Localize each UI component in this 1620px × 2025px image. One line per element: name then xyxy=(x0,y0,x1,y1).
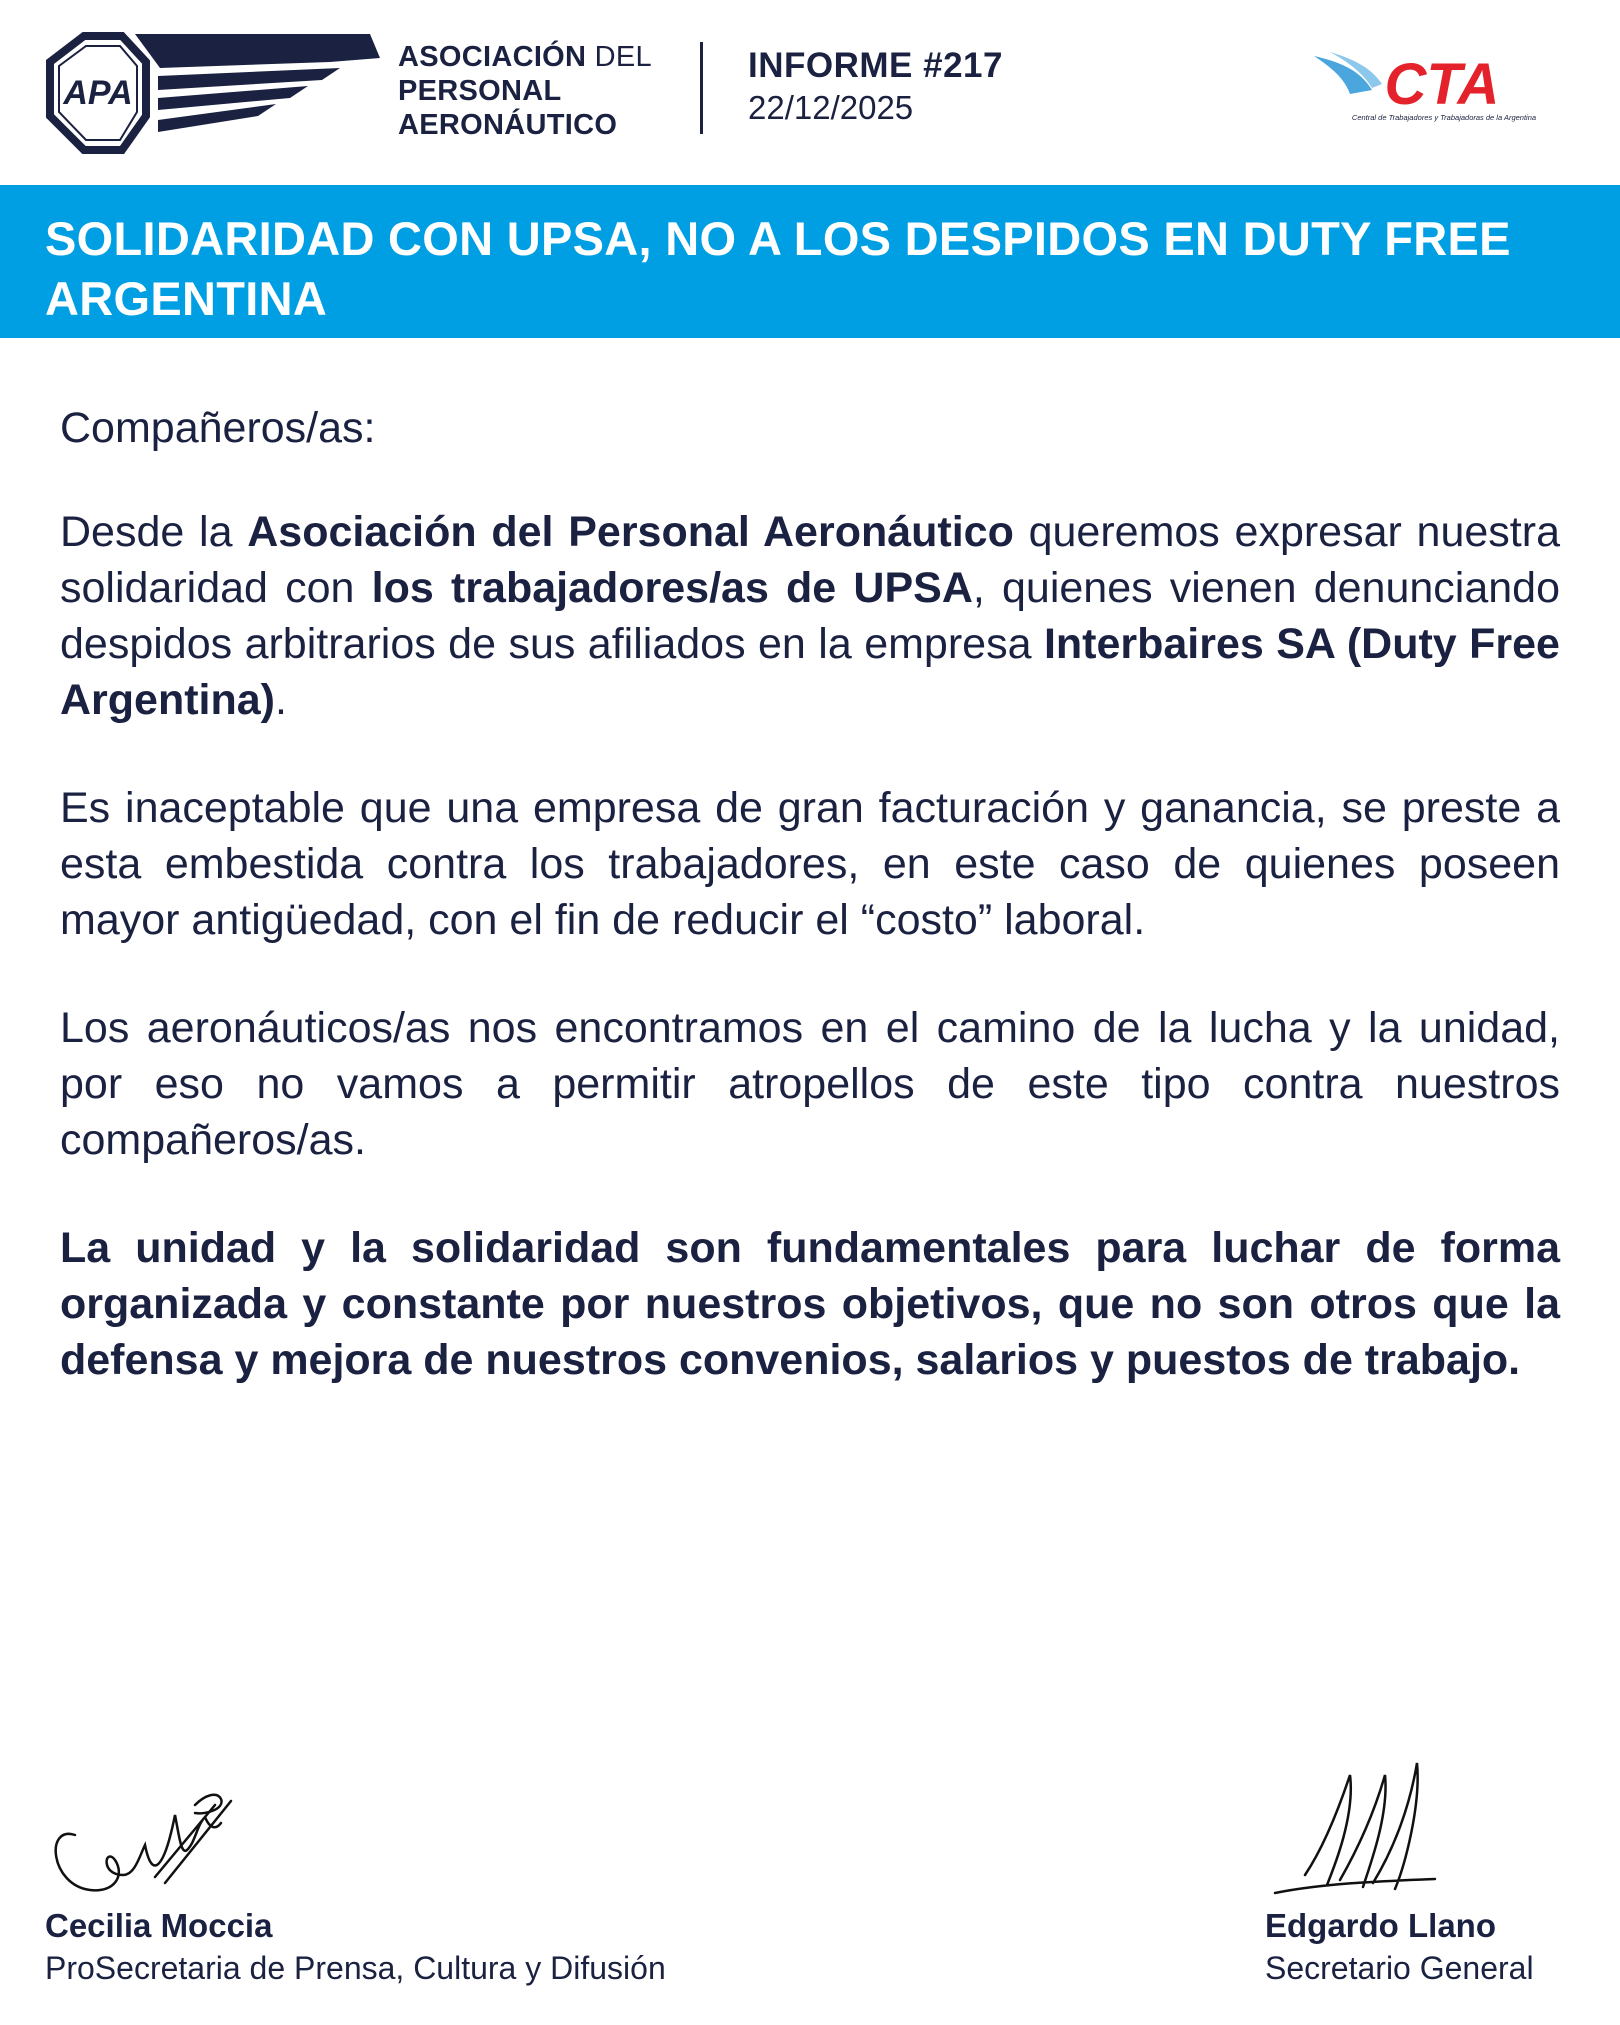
signer-left-role: ProSecretaria de Prensa, Cultura y Difusión xyxy=(45,1950,666,1986)
p1-company: Interbaires SA (Duty Free Argentina) xyxy=(60,620,1560,724)
signer-right-role: Secretario General xyxy=(1265,1950,1534,1986)
p1-text-c: queremos expresar nuestra solidaridad con xyxy=(60,508,1560,612)
p1-workers: los trabajadores/as de UPSA xyxy=(371,564,973,612)
org-name xyxy=(398,40,652,142)
cta-logo-text: CTA xyxy=(1384,52,1500,117)
p1-org-name: Asociación del Personal Aeronáutico xyxy=(247,508,1014,556)
p1-text-e: , quienes vienen denunciando despidos arbitrarios de sus afiliados en la empresa xyxy=(60,564,1560,668)
org-name-line3: AERONÁUTICO xyxy=(398,109,618,141)
cta-logo xyxy=(1310,48,1540,128)
paragraph-2: Es inaceptable que una empresa de gran facturación y ganancia, se preste a esta embestida contra los trabajadores, en este caso de quienes poseen mayor antigüedad, con el fin de reducir el “costo” laboral. xyxy=(60,784,1560,944)
signature-right-image xyxy=(1265,1755,1465,1905)
signer-left-name: Cecilia Moccia xyxy=(45,1907,273,1944)
greeting: Compañeros/as: xyxy=(60,404,376,452)
report-date: 22/12/2025 xyxy=(748,89,914,126)
signature-block-left xyxy=(45,1765,666,1989)
page-title: SOLIDARIDAD CON UPSA, NO A LOS DESPIDOS EN DUTY FREE ARGENTINA xyxy=(45,212,1511,325)
header xyxy=(0,0,1620,185)
report-info xyxy=(748,44,1003,128)
paragraph-3: Los aeronáuticos/as nos encontramos en el camino de la lucha y la unidad, por eso no vamos a permitir atropellos de este tipo contra nuestros compañeros/as. xyxy=(60,1004,1560,1164)
apa-logo-text: APA xyxy=(63,74,133,112)
p1-text-g: . xyxy=(275,676,287,724)
signer-right-name: Edgardo Llano xyxy=(1265,1907,1496,1944)
report-number: INFORME #217 xyxy=(748,46,1003,85)
signature-block-right xyxy=(1265,1755,1534,1989)
org-name-line1-light: DEL xyxy=(586,41,652,73)
org-name-line1-bold: ASOCIACIÓN xyxy=(398,41,587,73)
p1-text-a: Desde la xyxy=(60,508,248,556)
paragraph-1 xyxy=(60,504,1560,728)
title-banner xyxy=(0,185,1620,338)
cta-logo-subtitle: Central de Trabajadores y Trabajadoras de la Argentina xyxy=(1351,113,1537,122)
apa-winged-logo xyxy=(40,28,380,158)
closing-statement: La unidad y la solidaridad son fundamentales para luchar de forma organizada y constante por nuestros objetivos, que no son otros que la defensa y mejora de nuestros convenios, salarios y puestos de trabajo. xyxy=(60,1224,1560,1384)
org-name-line2: PERSONAL xyxy=(398,75,562,107)
header-divider xyxy=(700,42,703,134)
letter-body xyxy=(60,400,1560,1440)
signature-left-image xyxy=(45,1765,245,1905)
